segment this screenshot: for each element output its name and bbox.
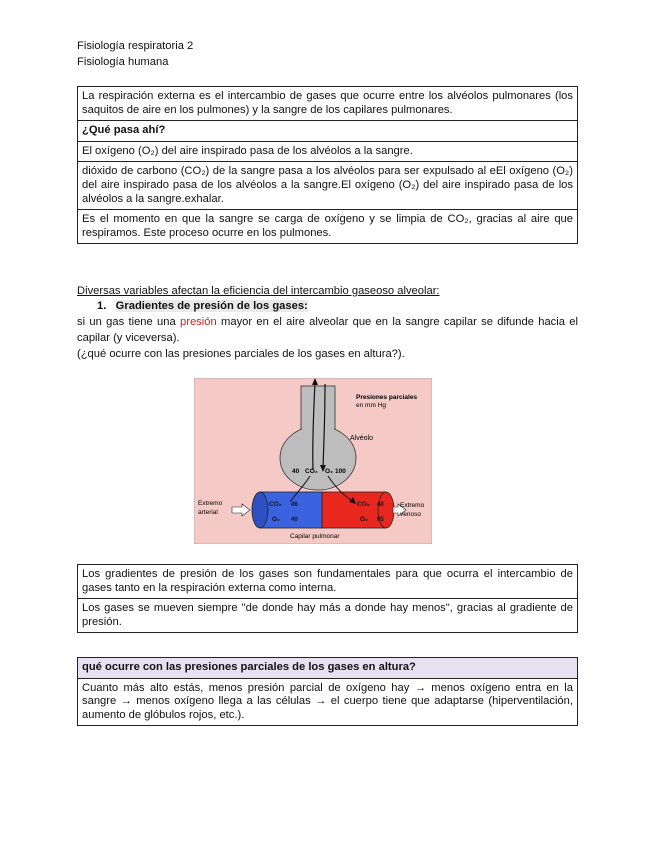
capillary-label: Capilar pulmonar	[290, 533, 340, 540]
course-title: Fisiología respiratoria 2	[77, 40, 194, 52]
right-o2-value: 95	[377, 517, 384, 523]
venous-label-1: Extremo	[400, 502, 425, 509]
document-header	[77, 39, 193, 70]
right-co2-value: 40	[377, 502, 384, 508]
right-o2-label: O₂	[360, 516, 368, 523]
variables-section	[77, 284, 578, 362]
altitude-answer: Cuanto más alto estás, menos presión parcial de oxígeno hay → menos oxígeno entra en la sangre → menos oxígeno llega a las células → el cuerpo tiene que adaptarse (hiperventilación, aumento de glóbulos rojos, etc.).	[78, 678, 577, 726]
pressures-label: Presiones parciales	[356, 394, 418, 401]
left-o2-label: O₂	[272, 516, 280, 523]
capillary-left-end	[252, 492, 268, 528]
question-row: ¿Qué pasa ahí?	[78, 120, 577, 141]
list-number: 1.	[97, 299, 107, 312]
definition-row: La respiración externa es el intercambio de gases que ocurre entre los alvéolos pulmonares (los saquitos de aire en los pulmones) y la sangre de los capilares pulmonares.	[82, 90, 573, 116]
alveolus-label: Alvéolo	[350, 435, 373, 442]
gas-exchange-diagram	[194, 378, 432, 544]
intro-table	[77, 86, 578, 244]
alv-co2-label: CO₂	[305, 468, 318, 475]
gradient-explanation	[77, 314, 578, 346]
arterial-label-2: arterial	[198, 509, 218, 516]
alv-o2-value: 100	[335, 468, 346, 475]
explanation-start: si un gas tiene una	[77, 316, 181, 328]
gradients-importance-row: Los gradientes de presión de los gases son fundamentales para que ocurra el intercambio de gases tanto en la respiración externa como interna.	[82, 568, 573, 594]
altitude-heading: qué ocurre con las presiones parciales de los gases en altura?	[78, 658, 577, 678]
altitude-table	[77, 657, 578, 726]
gradients-direction-row: Los gases se mueven siempre "de donde hay más a donde hay menos", gracias al gradiente de presión.	[78, 598, 577, 632]
arterial-label-1: Extremo	[198, 500, 223, 507]
left-co2-value: 46	[291, 502, 298, 508]
summary-row: Es el momento en que la sangre se carga de oxígeno y se limpia de CO₂, gracias al aire que respiramos. Este proceso ocurre en los pulmones.	[78, 209, 577, 243]
left-co2-label: CO₂	[269, 501, 282, 508]
units-label: en mm Hg	[356, 402, 386, 409]
left-o2-value: 40	[291, 517, 298, 523]
gradients-table	[77, 564, 578, 633]
alv-o2-label: O₂	[325, 468, 333, 475]
explanation-end: mayor en el aire alveolar que en la sangre capilar se difunde hacia el capilar (y viceversa).	[77, 316, 578, 344]
highlight-word: presión	[180, 316, 217, 328]
alv-co2-value: 40	[292, 468, 300, 475]
right-co2-label: CO₂	[357, 501, 370, 508]
variables-intro: Diversas variables afectan la eficiencia del intercambio gaseoso alveolar:	[77, 285, 440, 297]
oxygen-row: El oxígeno (O₂) del aire inspirado pasa de los alvéolos a la sangre.	[78, 141, 577, 162]
venous-label-2: venoso	[400, 511, 421, 518]
list-item-title: Gradientes de presión de los gases:	[115, 299, 308, 312]
altitude-question: (¿qué ocurre con las presiones parciales de los gases en altura?).	[77, 348, 405, 360]
course-subtitle: Fisiología humana	[77, 55, 169, 68]
list-item-gradients	[77, 299, 578, 314]
co2-row: dióxido de carbono (CO₂) de la sangre pasa a los alvéolos para ser expulsado al eEl oxígeno (O₂) del aire inspirado pasa de los alvéolos a la sangre.El oxígeno (O₂) del aire inspirado pasa de los alvéolos a la sangre.exhalar.	[78, 161, 577, 209]
